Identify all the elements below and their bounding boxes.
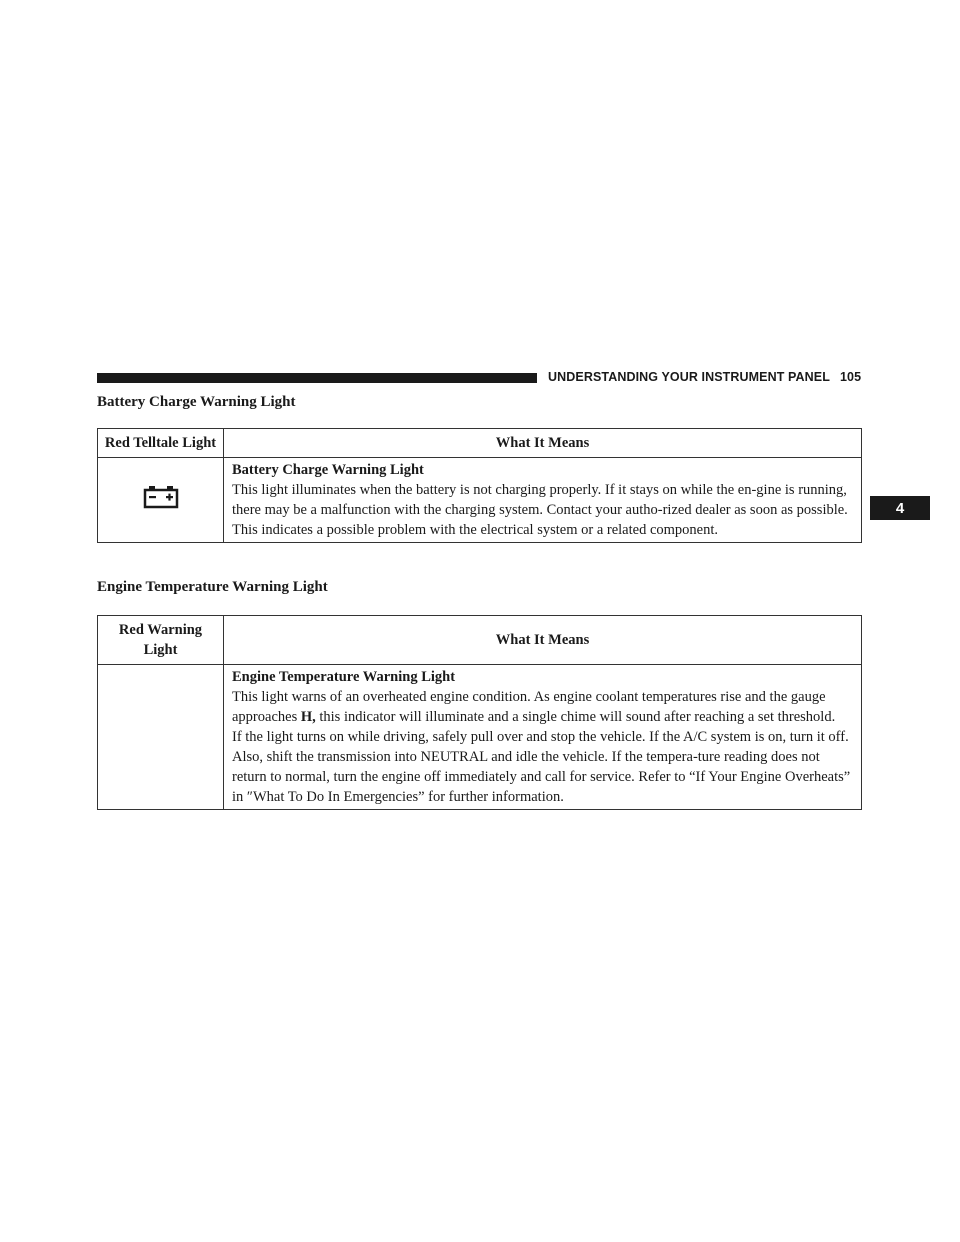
description-cell (224, 458, 862, 543)
description-body-2: If the light turns on while driving, safely pull over and stop the vehicle. If the A/C system is on, turn it off. Also, shift the transmission into NEUTRAL and idle the vehicle. If the tempera-ture reading does not return to normal, turn the engine off immediately and call for service. Refer to “If Your Engine Overheats” in ″What To Do In Emergencies” for further information. (232, 729, 851, 805)
engine-section-heading: Engine Temperature Warning Light (97, 579, 328, 595)
engine-warning-table (97, 615, 862, 810)
battery-section-heading: Battery Charge Warning Light (97, 394, 296, 410)
table-header-row (98, 616, 862, 665)
description-cell (224, 665, 862, 810)
column-header-meaning: What It Means (224, 429, 862, 458)
description-title: Engine Temperature Warning Light (232, 669, 456, 685)
table-row (98, 458, 862, 543)
column-header-warning: Red Warning Light (98, 616, 224, 665)
running-header (548, 370, 861, 384)
page-number: 105 (839, 370, 862, 384)
description-title: Battery Charge Warning Light (232, 462, 424, 478)
icon-cell (98, 665, 224, 810)
table-header-row (98, 429, 862, 458)
gauge-letter: H, (300, 709, 316, 725)
body-text-end: this indicator will illuminate and a single chime will sound after reaching a set threshold. (315, 709, 836, 725)
battery-warning-table (97, 428, 862, 543)
description-body (232, 687, 855, 727)
description-body: This light illuminates when the battery is not charging properly. If it stays on while the en-gine is running, there may be a malfunction with the charging system. Contact your autho-rized dealer as soon as possible. This indicates a possible problem with the electrical system or a related component. (232, 482, 848, 538)
body-text-start: This light warns of an overheated engine condition. As engine coolant temperatures rise and the gauge approaches (232, 689, 826, 725)
column-header-meaning: What It Means (224, 616, 862, 665)
header-section-title: UNDERSTANDING YOUR INSTRUMENT PANEL (548, 370, 830, 384)
table-row (98, 665, 862, 810)
column-header-telltale: Red Telltale Light (98, 429, 224, 458)
icon-cell (98, 458, 224, 543)
header-rule (97, 373, 537, 383)
chapter-tab: 4 (870, 496, 930, 520)
battery-icon (143, 485, 179, 509)
